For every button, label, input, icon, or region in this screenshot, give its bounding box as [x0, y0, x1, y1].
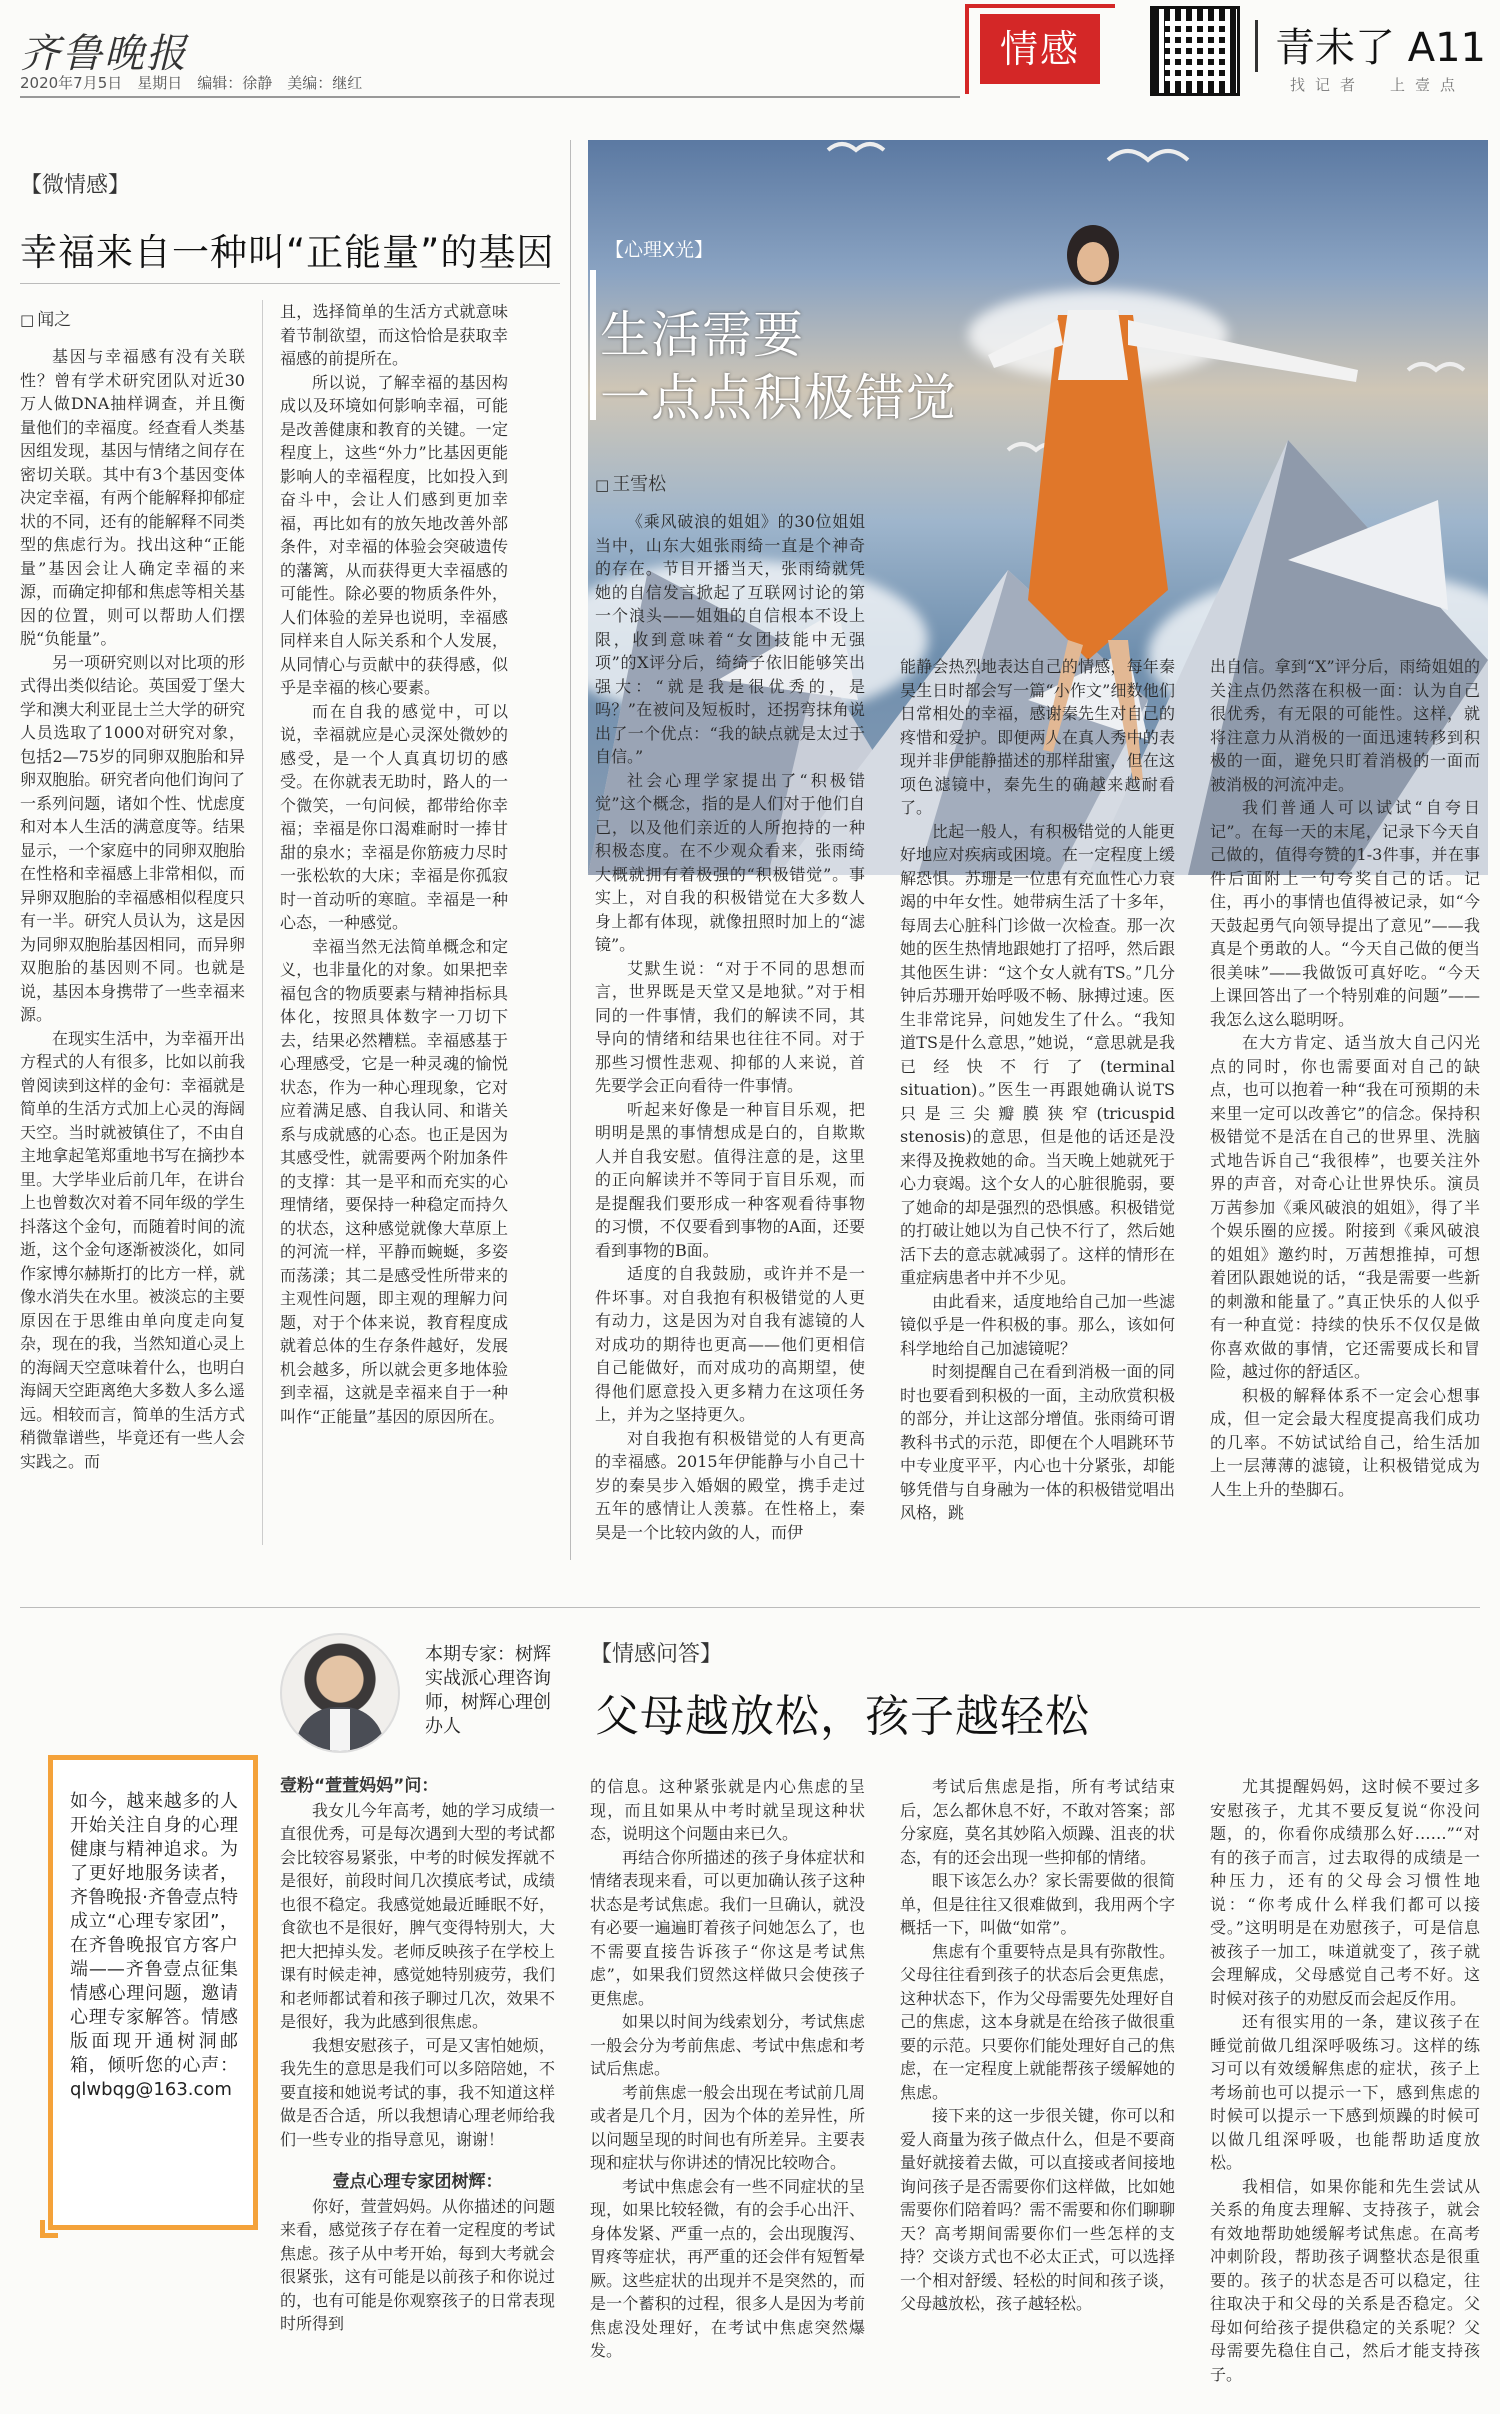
article1-column-1 [20, 345, 245, 1545]
paragraph: 基因与幸福感有没有关联性？曾有学术研究团队对近30万人做DNA抽样调查，并且衡量他们的幸福度。经查看人类基因组发现，基因与情绪之间存在密切关联。其中有3个基因变体决定幸福，有两个能解释抑郁症状的不同，还有的能解释不同类型的焦虑行为。找出这种“正能量”基因会让人确定幸福的来源，而确定抑郁和焦虑等相关基因的位置，则可以帮助人们摆脱“负能量”。 [20, 347, 245, 648]
paragraph: 我女儿今年高考，她的学习成绩一直很优秀，可是每次遇到大型的考试都会比较容易紧张，中考的时候发挥就不是很好，前段时间几次摸底考试，成绩也很不稳定。我感觉她最近睡眠不好，食欲也不是很好，脾气变得特别大，大把大把掉头发。老师反映孩子在学校上课有时候走神，感觉她特别疲劳，我们和老师都试着和孩子聊过几次，效果不是很好，我为此感到很焦虑。 [280, 1800, 555, 2031]
article2-kicker: 【心理X光】 [605, 239, 714, 261]
paragraph: 社会心理学家提出了“积极错觉”这个概念，指的是人们对于他们自己，以及他们亲近的人所抱持的一种积极态度。在不少观众看来，张雨绮大概就拥有着极强的“积极错觉”。事实上，对自我的积极错觉在大多数人身上都有体现，就像扭照时加上的“滤镜”。 [595, 770, 865, 954]
paragraph: 适度的自我鼓励，或许并不是一件坏事。对自我抱有积极错觉的人更有动力，这是因为对自我有滤镜的人对成功的期待也更高——他们更相信自己能做好，而对成功的高期望，使得他们愿意投入更多精力在这项任务上，并为之坚持更久。 [595, 1264, 865, 1424]
paragraph: 幸福当然无法简单概念和定义，也非量化的对象。如果把幸福包含的物质要素与精神指标具体化，按照具体数字一刀切下去，结果必然糟糕。幸福感基于心理感受，它是一种灵魂的愉悦状态，作为一种心理现象，它对应着满足感、自我认同、和谐关系与成就感的心态。也正是因为其感受性，就需要两个附加条件的支撑：其一是平和而充实的心理情绪，要保持一种稳定而持久的状态，这种感觉就像大草原上的河流一样，平静而蜿蜒，多姿而荡漾；其二是感受性所带来的主观性问题，即主观的理解力问题，对于个体来说，教育程度成就着总体的生存条件越好，发展机会越多，所以就会更多地体验到幸福，这就是幸福来自于一种叫作“正能量”基因的原因所在。 [280, 936, 508, 1426]
paragraph: 积极的解释体系不一定会心想事成，但一定会最大程度提高我们成功的几率。不妨试试给自己，给生活加上一层薄薄的滤镜，让积极错觉成为人生上升的垫脚石。 [1210, 1385, 1480, 1499]
paragraph: 对自我抱有积极错觉的人有更高的幸福感。2015年伊能静与小自己十岁的秦昊步入婚姻的殿堂，携手走过五年的感情让人羡慕。在性格上，秦昊是一个比较内敛的人，而伊 [595, 1428, 865, 1542]
section-divider [20, 1607, 1480, 1608]
paragraph: 所以说，了解幸福的基因构成以及环境如何影响幸福，可能是改善健康和教育的关键。一定程度上，这些“外力”比基因更能影响人的幸福程度，比如投入到奋斗中，会让人们感到更加幸福，再比如有的放矢地改善外部条件，对幸福的体验会突破遗传的藩篱，从而获得更大幸福感的可能性。除必要的物质条件外，人们体验的差异也说明，幸福感同样来自人际关系和个人发展，从同情心与贡献中的获得感，似乎是幸福的核心要素。 [280, 372, 508, 697]
paragraph: 我相信，如果你能和先生尝试从关系的角度去理解、支持孩子，就会有效地帮助她缓解考试焦虑。在高考冲刺阶段，帮助孩子调整状态是很重要的。孩子的状态是否可以稳定，往往取决于和父母的关系是否稳定。父母如何给孩子提供稳定的关系呢？父母需要先稳住自己，然后才能支持孩子。 [1210, 2176, 1480, 2384]
article2-column-2 [900, 655, 1175, 1545]
article1-rule [20, 283, 560, 284]
column-divider [262, 300, 263, 1545]
column-divider [570, 140, 571, 1560]
paragraph: 《乘风破浪的姐姐》的30位姐姐当中，山东大姐张雨绮一直是个神奇的存在。节目开播当天，张雨绮就凭她的自信发言掀起了互联网讨论的第一个浪头——姐姐的自信根本不设上限，收到意味着“女团技能中无强项”的X评分后，绮绮子依旧能够笑出强大：“就是我是很优秀的，是吗？”在被问及短板时，还拐弯抹角说出了一个优点：“我的缺点就是太过于自信。” [595, 512, 865, 766]
paragraph: 我想安慰孩子，可是又害怕她烦，我先生的意思是我们可以多陪陪她，不要直接和她说考试的事，我不知道这样做是否合适，所以我想请心理老师给我们一些专业的指导意见，谢谢！ [280, 2035, 555, 2149]
paragraph: 听起来好像是一种盲目乐观，把明明是黑的事情想成是白的，自欺欺人并自我安慰。值得注意的是，这里的正向解读并不等同于盲目乐观，而是提醒我们要形成一种客观看待事物的习惯，不仅要看到事物的A面，还要看到事物的B面。 [595, 1099, 865, 1260]
editor-line: 找记者 上壹点 [1290, 76, 1466, 94]
paragraph: 出自信。拿到“X”评分后，雨绮姐姐的关注点仍然落在积极一面：认为自己很优秀，有无限的可能性。这样，就将注意力从消极的一面迅速转移到积极的一面，避免只盯着消极的一面而被消极的河流冲走。 [1210, 657, 1480, 794]
paragraph: 在现实生活中，为幸福开出方程式的人有很多，比如以前我曾阅读到这样的金句：幸福就是简单的生活方式加上心灵的海阔天空。当时就被镇住了，不由自主地拿起笔郑重地书写在摘抄本里。大学毕业后前几年，在讲台上也曾数次对着不同年级的学生抖落这个金句，而随着时间的流逝，这个金句逐渐被淡化，如同作家博尔赫斯打的比方一样，就像水消失在水里。被淡忘的主要原因在于思维由单向度走向复杂，现在的我，当然知道心灵上的海阔天空意味着什么，也明白海阔天空距离绝大多数人多么遥远。相较而言，简单的生活方式稍微靠谱些，毕竟还有一些人会实践之。而 [20, 1028, 245, 1471]
page-name-rule [1255, 20, 1258, 72]
expert-bio: 本期专家：树辉实战派心理咨询师，树辉心理创办人 [425, 1644, 551, 1737]
article3-column-3 [900, 1775, 1175, 2395]
paragraph: 我们普通人可以试试“自夸日记”。在每一天的末尾，记录下今天自己做的，值得夸赞的1-3件事，并在事件后面附上一句夸奖自己的话。记住，再小的事情也值得被记录，如“今天鼓起勇气向领导提出了意见”——我真是个勇敢的人。“今天自己做的便当很美味”——我做饭可真好吃。“今天上课回答出了一个特别难的问题”——我怎么这么聪明呀。 [1210, 798, 1480, 1029]
corner-mark [40, 2220, 58, 2238]
paragraph: 而在自我的感觉中，可以说，幸福就应是心灵深处微妙的感受，是一个人真真切切的感受。在你就表无助时，路人的一个微笑，一句问候，都带给你幸福；幸福是你口渴难耐时一捧甘甜的泉水；幸福是你筋疲力尽时一张松软的大床；幸福是你孤寂时一首动听的寒暄。幸福是一种心态，一种感觉。 [280, 701, 508, 932]
paragraph: 时刻提醒自己在看到消极一面的同时也要看到积极的一面，主动欣赏积极的部分，并让这部分增值。张雨绮可谓教科书式的示范，即便在个人唱跳环节中专业度平平，内心也十分紧张，却能够凭借与自身融为一体的积极错觉唱出风格，跳 [900, 1362, 1175, 1522]
paragraph: 焦虑有个重要特点是具有弥散性。父母往往看到孩子的状态后会更焦虑，这种状态下，作为父母需要先处理好自己的焦虑，这本身就是在给孩子做很重要的示范。只要你们能处理好自己的焦虑，在一定程度上就能帮孩子缓解她的焦虑。 [900, 1941, 1175, 2102]
paragraph: 艾默生说：“对于不同的思想而言，世界既是天堂又是地狱。”对于相同的一件事情，我们的解读不同，其导向的情绪和结果也往往不同。对于那些习惯性悲观、抑郁的人来说，首先要学会正向看待一件事情。 [595, 958, 865, 1095]
expert-portrait-avatar [280, 1633, 400, 1753]
article1-headline: 幸福来自一种叫“正能量”的基因 [20, 231, 555, 274]
qr-code-icon [1150, 6, 1240, 96]
header-rule [20, 96, 960, 98]
paragraph: 尤其提醒妈妈，这时候不要过多安慰孩子，尤其不要反复说“你没问题，的，你看你成绩那么好……”“对有的孩子而言，过去取得的成绩是一种压力，还有的父母会习惯性地说：“你考成什么样我们都可以接受。”这明明是在劝慰孩子，可是信息被孩子一加工，味道就变了，孩子就会理解成，父母感觉自己考不好。这时候对孩子的劝慰反而会起反作用。 [1210, 1777, 1480, 2008]
paragraph: 另一项研究则以对比项的形式得出类似结论。英国爱丁堡大学和澳大利亚昆士兰大学的研究人员选取了1000对研究对象，包括2—75岁的同卵双胞胎和异卵双胞胎。研究者向他们询问了一系列问题，诸如个性、忧虑度和对本人生活的满意度等。结果显示，一个家庭中的同卵双胞胎在性格和幸福感上非常相似，而异卵双胞胎的幸福感相似程度只有一半。研究人员认为，这是因为同卵双胞胎基因相同，而异卵双胞胎的基因则不同。也就是说，基因本身携带了一些幸福来源。 [20, 652, 245, 1024]
paragraph: 考前焦虑一般会出现在考试前几周或者是几个月，因为个体的差异性，所以问题呈现的时间也有所差异。主要表现和症状与你讲述的情况比较吻合。 [590, 2082, 865, 2172]
paragraph: 考试后焦虑是指，所有考试结束后，怎么都休息不好，不敢对答案；部分家庭，莫名其妙陷入烦躁、沮丧的状态，有的还会出现一些抑郁的情绪。 [900, 1777, 1175, 1867]
paragraph: 还有很实用的一条，建议孩子在睡觉前做几组深呼吸练习。这样的练习可以有效缓解焦虑的症状，孩子上考场前也可以提示一下，感到焦虑的时候可以提示一下感到烦躁的时候可以做几组深呼吸，也能帮助适度放松。 [1210, 2012, 1480, 2172]
article3-kicker: 【情感问答】 [590, 1642, 723, 1667]
section-tab: 情感 [980, 14, 1100, 84]
article3-headline: 父母越放松，孩子越轻松 [595, 1691, 1090, 1742]
paragraph: 比起一般人，有积极错觉的人能更好地应对疾病或困境。在一定程度上缓解恐惧。苏珊是一位患有充血性心力衰竭的中年女性。她带病生活了十多年，每周去心脏科门诊做一次检查。那一次她的医生热情地跟她打了招呼，然后跟其他医生讲：“这个女人就有TS。”几分钟后苏珊开始呼吸不畅、脉搏过速。医生非常诧异，问她发生了什么。“我知道TS是什么意思，”她说，“意思就是我已经快不行了(terminal situation)。”医生一再跟她确认说TS只是三尖瓣膜狭窄(tricuspid stenosis)的意思，但是他的话还是没来得及挽救她的命。当天晚上她就死于心力衰竭。这个女人的心脏很脆弱，要了她命的却是强烈的恐惧感。积极错觉的打破让她以为自己快不行了，然后她活下去的意志就减弱了。这样的情形在重症病患者中并不少见。 [900, 821, 1175, 1287]
paragraph: 由此看来，适度地给自己加一些滤镜似乎是一件积极的事。那么，该如何科学地给自己加滤镜呢？ [900, 1291, 1175, 1358]
paragraph: 眼下该怎么办？家长需要做的很简单，但是往往又很难做到，我用两个字概括一下，叫做“如常”。 [900, 1871, 1175, 1937]
article1-byline: □ 闻之 [20, 305, 71, 330]
paragraph: 你好，萱萱妈妈。从你描述的问题来看，感觉孩子存在着一定程度的考试焦虑。孩子从中考开始，每到大考就会很紧张，这有可能是以前孩子和你说过的，也有可能是你观察孩子的日常表现时所得到 [280, 2196, 555, 2333]
article1-kicker: 【微情感】 [20, 173, 131, 198]
page-name: 青未了 A11 [1275, 25, 1486, 71]
masthead [0, 0, 1500, 150]
paragraph: 且，选择简单的生活方式就意味着节制欲望，而这恰恰是获取幸福感的前提所在。 [280, 302, 508, 368]
article2-headline-line2: 一点点积极错觉 [600, 369, 957, 427]
date-line: 2020年7月5日 星期日 编辑：徐静 美编：继红 [20, 74, 363, 92]
paragraph: 的信息。这种紧张就是内心焦虑的呈现，而且如果从中考时就呈现这种状态，说明这个问题由来已久。 [590, 1777, 865, 1843]
article3-column-4 [1210, 1775, 1480, 2395]
article2-headline-line1: 生活需要 [600, 306, 804, 364]
paragraph: 能静会热烈地表达自己的情感，每年秦昊生日时都会写一篇“小作文”细数他们日常相处的幸福，感谢秦先生对自己的疼惜和爱护。即便两人在真人秀中的表现并非伊能静描述的那样甜蜜，但在这项色滤镜中，秦先生的确越来越耐看了。 [900, 657, 1175, 817]
hero-spacer [588, 148, 648, 178]
article2-headline-rule [590, 270, 596, 420]
question-label: 壹粉“萱萱妈妈”问： [280, 1776, 439, 1796]
article3-column-2 [590, 1775, 865, 2395]
newspaper-logo: 齐鲁晚报 [20, 31, 188, 77]
article2-column-1 [595, 510, 865, 1545]
article2-column-3 [1210, 655, 1480, 1545]
paragraph: 考试中焦虑会有一些不同症状的呈现，如果比较轻微，有的会手心出汗、身体发紧、严重一点的，会出现腹泻、胃疼等症状，再严重的还会伴有短暂晕厥。这些症状的出现并不是突然的，而是一个蓄积的过程，很多人是因为考前焦虑没处理好，在考试中焦虑突然爆发。 [590, 2176, 865, 2360]
article1-column-2 [280, 300, 508, 1545]
paragraph: 接下来的这一步很关键，你可以和爱人商量为孩子做点什么，但是不要商量好就接着去做，可以直接或者间接地询问孩子是否需要你们这样做，比如她需要你们陪着吗？需不需要和你们聊聊天？高考期间需要你们一些怎样的支持？交谈方式也不必太正式，可以选择一个相对舒缓、轻松的时间和孩子谈，父母越放松，孩子越轻松。 [900, 2106, 1175, 2313]
tree-hole-notice-text: 如今，越来越多的人开始关注自身的心理健康与精神追求。为了更好地服务读者，齐鲁晚报·齐鲁壹点特成立“心理专家团”，在齐鲁晚报官方客户端——齐鲁壹点征集情感心理问题，邀请心理专家解答。情感版面现开通树洞邮箱，倾听您的心声：qlwbqg@163.com [70, 1791, 238, 2100]
article3-column-1 [280, 1775, 555, 2395]
article2-byline: □ 王雪松 [595, 470, 666, 496]
paragraph: 在大方肯定、适当放大自己闪光点的同时，你也需要面对自己的缺点，也可以抱着一种“我在可预期的未来里一定可以改善它”的信念。保持积极错觉不是活在自己的世界里、洗脑式地告诉自己“我很棒”，也要关注外界的声音，对奇心让世界快乐。演员万茜参加《乘风破浪的姐姐》，得了半个娱乐圈的应援。附接到《乘风破浪的姐姐》邀约时，万茜想推掉，可想着团队跟她说的话，“我是需要一些新的刺激和能量了。”真正快乐的人似乎有一种直觉：持续的快乐不仅仅是做你喜欢做的事情，它还需要成长和冒险，越过你的舒适区。 [1210, 1033, 1480, 1381]
paragraph: 如果以时间为线索划分，考试焦虑一般会分为考前焦虑、考试中焦虑和考试后焦虑。 [590, 2012, 865, 2078]
answer-label: 壹点心理专家团树辉： [332, 2172, 503, 2192]
paragraph: 再结合你所描述的孩子身体症状和情绪表现来看，可以更加确认孩子这种状态是考试焦虑。我们一旦确认，就没有必要一遍遍盯着孩子问她怎么了，也不需要直接告诉孩子“你这是考试焦虑”，如果我们贸然这样做只会使孩子更焦虑。 [590, 1847, 865, 2008]
